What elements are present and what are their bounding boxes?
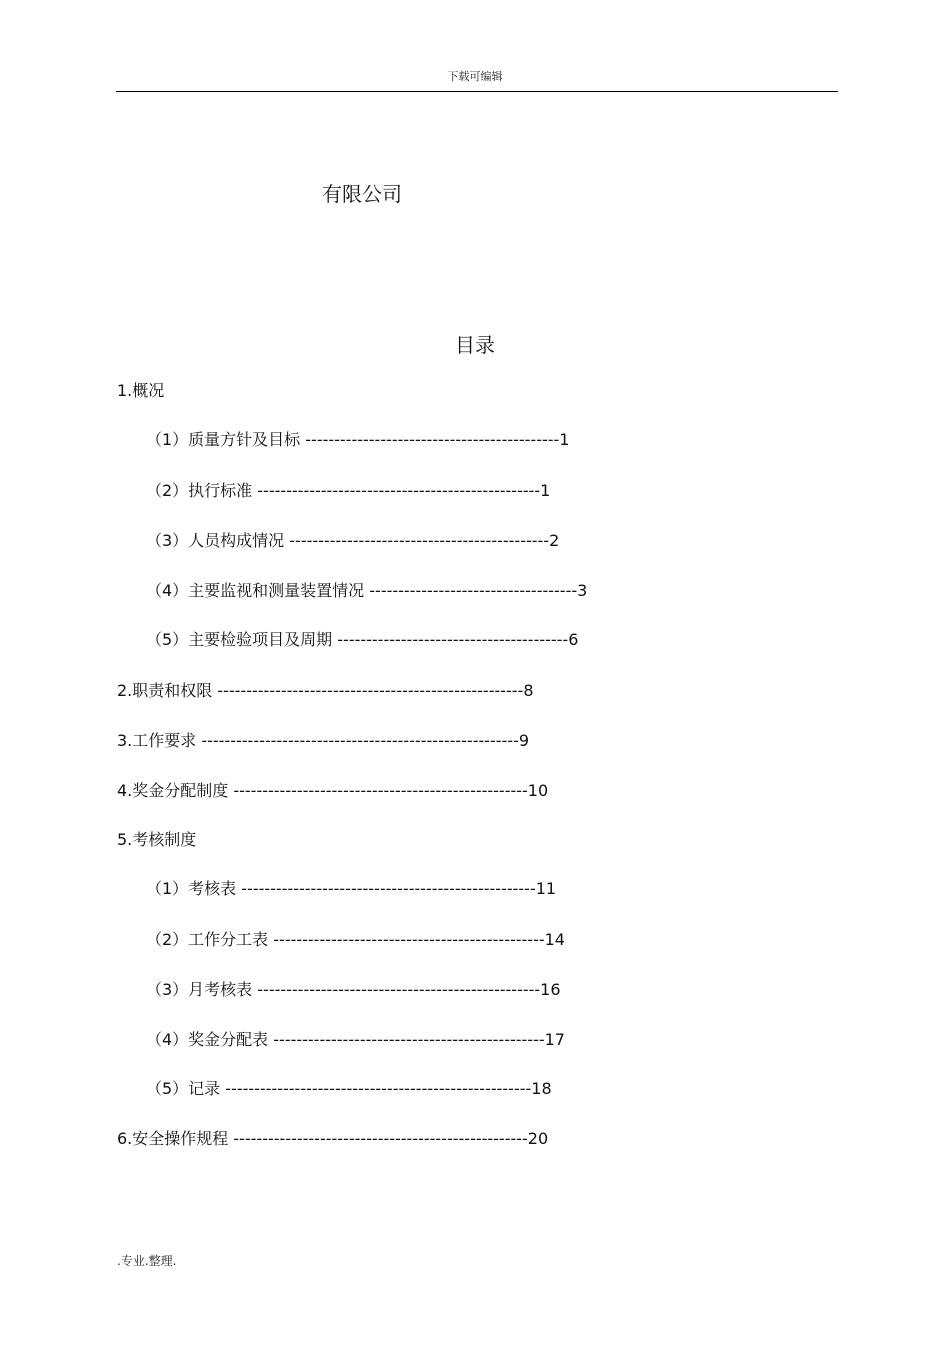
toc-entry-bonus-system: 4.奖金分配制度 ---------------------------------------------------10 xyxy=(117,781,549,800)
toc-entry-records: （5）记录 -----------------------------------------------------18 xyxy=(146,1079,552,1098)
toc-entry-measuring-devices: （4）主要监视和测量装置情况 ------------------------------------3 xyxy=(146,581,588,600)
page-footer: .专业.整理. xyxy=(117,1254,177,1268)
toc-entry-inspection-items: （5）主要检验项目及周期 ----------------------------------------6 xyxy=(146,630,579,649)
toc-entry-division-table: （2）工作分工表 -----------------------------------------------14 xyxy=(146,930,565,949)
toc-entry-overview: 1.概况 xyxy=(117,381,165,400)
page-header: 下载可编辑 xyxy=(447,70,503,83)
toc-entry-bonus-table: （4）奖金分配表 -----------------------------------------------17 xyxy=(146,1030,565,1049)
toc-entry-responsibilities: 2.职责和权限 -----------------------------------------------------8 xyxy=(117,681,534,700)
toc-entry-work-requirements: 3.工作要求 -------------------------------------------------------9 xyxy=(117,731,530,750)
toc-entry-assessment-table: （1）考核表 ---------------------------------------------------11 xyxy=(146,879,557,898)
toc-entry-quality-policy: （1）质量方针及目标 --------------------------------------------1 xyxy=(146,430,570,449)
toc-entry-staff: （3）人员构成情况 ---------------------------------------------2 xyxy=(146,531,560,550)
toc-title: 目录 xyxy=(455,333,495,357)
toc-entry-monthly-assessment: （3）月考核表 -------------------------------------------------16 xyxy=(146,980,561,999)
header-divider xyxy=(116,91,838,92)
toc-entry-standards: （2）执行标准 -------------------------------------------------1 xyxy=(146,481,551,500)
toc-entry-assessment-system: 5.考核制度 xyxy=(117,830,197,849)
company-name: 有限公司 xyxy=(322,182,402,206)
toc-entry-safety-rules: 6.安全操作规程 ---------------------------------------------------20 xyxy=(117,1129,549,1148)
